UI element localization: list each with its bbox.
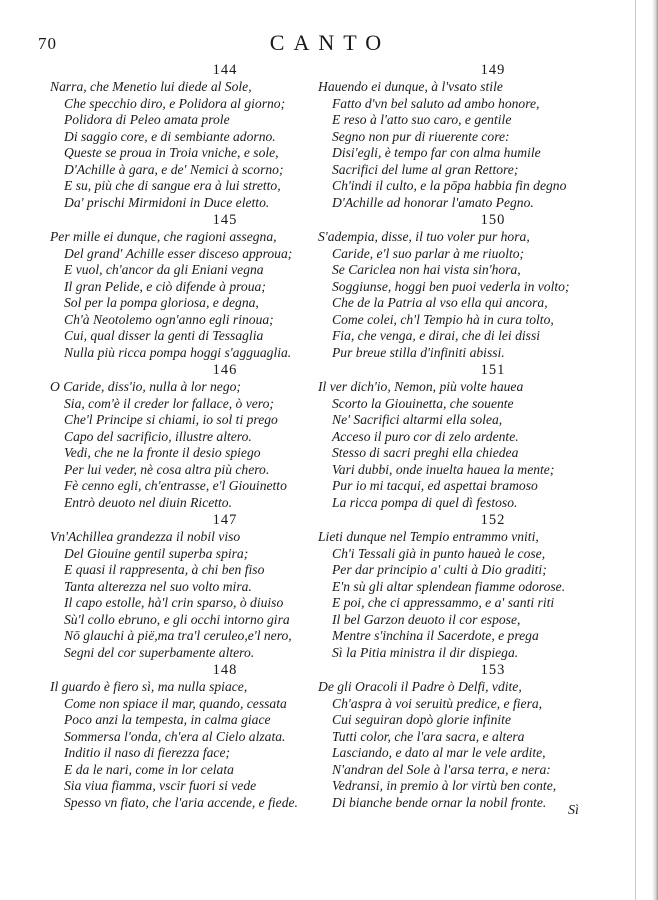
verse-line: Sia, com'è il creder lor fallace, ò vero; <box>64 395 274 411</box>
verse-line: Nulla più ricca pompa hoggi s'agguaglia. <box>64 344 292 360</box>
verse-line: Stesso di sacri preghi ella chiedea <box>332 445 519 461</box>
verse-line: D'Achille ad honorar l'amato Pegno. <box>332 194 534 210</box>
stanza-number: 146 <box>212 362 238 378</box>
verse-line: De gli Oracoli il Padre ò Delfi, vdite, <box>318 679 522 694</box>
verse-line: Ch'indi il culto, e la pōpa habbia fin degno <box>332 178 567 194</box>
verse-line: Polidora di Peleo amata prole <box>64 112 230 128</box>
verse-line: E quasi il rappresenta, à chi ben fiso <box>64 562 265 578</box>
stanza <box>318 662 608 812</box>
running-head: CANTO <box>269 30 391 55</box>
verse-line: Fatto d'vn bel saluto ad ambo honore, <box>332 95 540 111</box>
stanza-number: 150 <box>480 212 506 228</box>
verse-line: Lasciando, e dato al mar le vele ardite, <box>332 745 546 761</box>
verse-line: O Caride, diss'io, nulla à lor nego; <box>50 379 241 394</box>
verse-line: Capo del sacrificio, illustre altero. <box>64 428 252 444</box>
verse-line: Entrò deuoto nel diuin Ricetto. <box>64 494 233 510</box>
verse-line: Segno non pur di riuerente core: <box>332 128 510 144</box>
verse-line: Sacrifici del lume al gran Rettore; <box>332 161 519 177</box>
verse-line: Il gran Pelide, e ciò difende à proua; <box>64 278 266 294</box>
verse-line: Caride, e'l suo parlar à me riuolto; <box>332 245 525 261</box>
verse-line: D'Achille à gara, e de' Nemici à scorno; <box>64 161 284 177</box>
verse-line: Narra, che Menetio lui diede al Sole, <box>50 79 252 94</box>
verse-line: Pur io mi tacqui, ed aspettai bramoso <box>332 478 538 494</box>
verse-line: Sù'l collo ebruno, e gli occhi intorno gira <box>64 611 290 627</box>
verse-line: Fè cenno egli, ch'entrasse, e'l Giouinetto <box>64 478 287 494</box>
verse-line: Il guardo è fiero sì, ma nulla spiace, <box>50 679 248 694</box>
verse-line: Tutti color, che l'ara sacra, e altera <box>332 728 525 744</box>
stanza-number: 152 <box>480 512 506 528</box>
verse-line: Il ver dich'io, Nemon, più volte hauea <box>318 379 524 394</box>
verse-line: Disi'egli, è tempo far con alma humile <box>332 145 541 161</box>
stanza <box>50 212 340 362</box>
verse-line: Sì la Pitia ministra il dir dispiega. <box>332 644 519 660</box>
verse-line: Per dar principio a' culti à Dio graditi; <box>332 562 547 578</box>
verse-line: Vedi, che ne la fronte il desio spiego <box>64 445 261 461</box>
verse-line: Il capo estolle, hà'l crin sparso, ò diuiso <box>64 595 284 611</box>
verse-line: Poco anzi la tempesta, in calma giace <box>64 712 271 728</box>
verse-line: Per lui veder, nè cosa altra più chero. <box>64 461 270 477</box>
stanza <box>318 212 608 362</box>
verse-line: Del grand' Achille esser disceso approua; <box>64 245 293 261</box>
verse-line: Vedransi, in premio à lor virtù ben conte, <box>332 778 557 794</box>
verse-line: E poi, che ci appressammo, e a' santi riti <box>332 595 555 611</box>
verse-line: Fia, che venga, e dirai, che di lei dissi <box>332 328 541 344</box>
verse-line: Spesso vn fiato, che l'aria accende, e fiede. <box>64 794 298 810</box>
verse-line: Inditio il naso di fierezza face; <box>64 745 230 761</box>
page-edge <box>652 0 658 900</box>
stanza <box>50 512 340 662</box>
verse-line: E da le nari, come in lor celata <box>64 761 234 777</box>
verse-line: Vn'Achillea grandezza il nobil viso <box>50 529 241 544</box>
left-column <box>50 62 340 812</box>
verse-line: Cui seguiran dopò glorie infinite <box>332 712 511 728</box>
stanza <box>50 662 340 812</box>
stanza-number: 149 <box>480 62 506 78</box>
verse-line: Nō glauchi à pië,ma tra'l ceruleo,e'l nero, <box>64 628 292 644</box>
verse-line: Di saggio core, e di sembiante adorno. <box>64 128 276 144</box>
right-column <box>318 62 608 812</box>
verse-line: E reso à l'atto suo caro, e gentile <box>332 112 512 128</box>
page-number: 70 <box>38 34 57 53</box>
verse-line: Per mille ei dunque, che ragioni assegna, <box>50 229 277 244</box>
stanza <box>50 362 340 512</box>
verse-line: N'andran del Sole à l'arsa terra, e nera: <box>332 761 551 777</box>
verse-line: E'n sù gli altar splendean fiamme odorose. <box>332 578 566 594</box>
verse-line: Scorto la Giouinetta, che souente <box>332 395 514 411</box>
verse-line: Che de la Patria al vso ella qui ancora, <box>332 295 548 311</box>
verse-line: Se Cariclea non hai vista sin'hora, <box>332 262 521 278</box>
verse-line: Ch'i Tessali già in punto haueà le cose, <box>332 545 546 561</box>
stanza <box>318 362 608 512</box>
verse-line: Acceso il puro cor di zelo ardente. <box>332 428 519 444</box>
verse-line: S'adempia, disse, il tuo voler pur hora, <box>318 229 530 244</box>
stanza <box>50 62 340 212</box>
verse-line: Queste se proua in Troia vniche, e sole, <box>64 145 279 161</box>
verse-line: Che'l Principe si chiami, io sol ti prego <box>64 412 278 428</box>
verse-line: Mentre s'inchina il Sacerdote, e prega <box>332 628 539 644</box>
verse-line: Ch'aspra à voi seruitù predice, e fiera, <box>332 695 543 711</box>
verse-line: Ne' Sacrifici altarmi ella solea, <box>332 412 503 428</box>
verse-line: Del Giouine gentil superba spira; <box>64 545 249 561</box>
verse-line: Lieti dunque nel Tempio entrammo vniti, <box>318 529 539 544</box>
verse-line: Vari dubbi, onde inuelta hauea la mente; <box>332 461 555 477</box>
stanza <box>318 512 608 662</box>
verse-line: E vuol, ch'ancor da gli Eniani vegna <box>64 262 264 278</box>
stanza-number: 144 <box>212 62 238 78</box>
page-fold-line <box>635 0 636 900</box>
verse-line: Che specchio diro, e Polidora al giorno; <box>64 95 286 111</box>
stanza <box>318 62 608 212</box>
verse-line: Il bel Garzon deuoto il cor espose, <box>332 611 521 627</box>
verse-line: Come non spiace il mar, quando, cessata <box>64 695 287 711</box>
verse-line: Come colei, ch'l Tempio hà in cura tolto, <box>332 311 554 327</box>
verse-line: Sol per la pompa gloriosa, e degna, <box>64 295 259 311</box>
verse-line: Di bianche bende ornar la nobil fronte. <box>332 794 547 810</box>
stanza-number: 151 <box>480 362 506 378</box>
verse-line: Da' prischi Mirmidoni in Duce eletto. <box>64 194 270 210</box>
verse-line: Hauendo ei dunque, à l'vsato stile <box>318 79 503 94</box>
stanza-number: 148 <box>212 662 238 678</box>
verse-line: Pur breue stilla d'infiniti abissi. <box>332 344 505 360</box>
verse-line: Ch'à Neotolemo ogn'anno egli rinoua; <box>64 311 274 327</box>
verse-line: Sia viua fiamma, vscir fuori si vede <box>64 778 257 794</box>
verse-line: Cui, qual disser la genti di Tessaglia <box>64 328 264 344</box>
stanza-number: 145 <box>212 212 238 228</box>
verse-line: Segni del cor superbamente altero. <box>64 644 255 660</box>
verse-line: Sommersa l'onda, ch'era al Cielo alzata. <box>64 728 286 744</box>
verse-line: E su, più che di sangue era à lui stretto, <box>64 178 281 194</box>
verse-line: La ricca pompa di quel dì festoso. <box>332 494 518 510</box>
verse-line: Tanta alterezza nel suo volto mira. <box>64 578 252 594</box>
stanza-number: 147 <box>212 512 238 528</box>
stanza-number: 153 <box>480 662 506 678</box>
catchword: Sì <box>568 803 579 818</box>
verse-line: Soggiunse, hoggi ben puoi vederla in volto; <box>332 278 570 294</box>
